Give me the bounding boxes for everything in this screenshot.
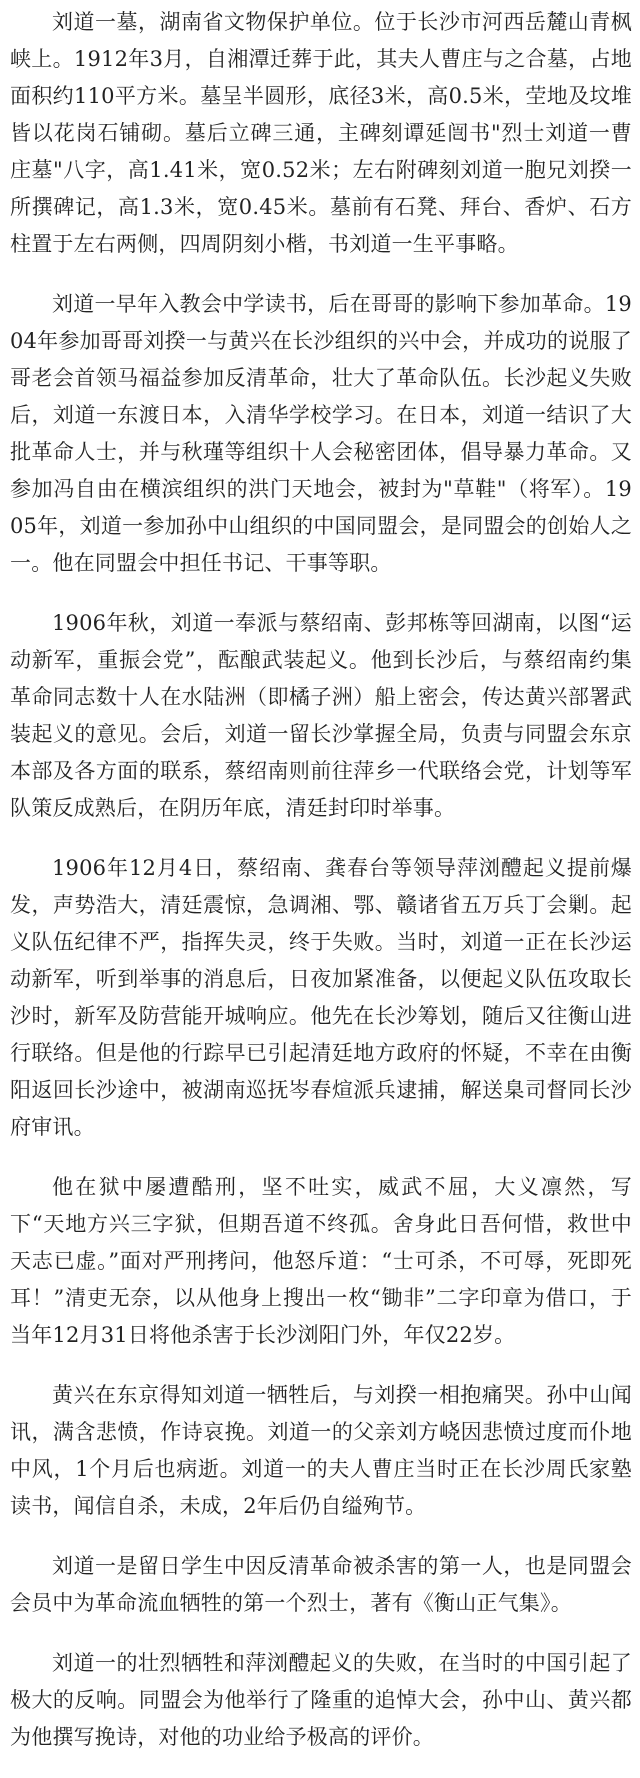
paragraph-early-revolution: 刘道一早年入教会中学读书，后在哥哥的影响下参加革命。1904年参加哥哥刘揆一与黄兴在长沙组织的兴中会，并成功的说服了哥老会首领马福益参加反清革命，壮大了革命队伍。长沙起义失败后，刘道一东渡日本，入清华学校学习。在日本，刘道一结识了大批革命人士，并与秋瑾等组织十人会秘密团体，倡导暴力革命。又参加冯自由在横滨组织的洪门天地会，被封为"草鞋"（将军）。1905年，刘道一参加孙中山组织的中国同盟会，是同盟会的创始人之一。他在同盟会中担任书记、干事等职。: [10, 292, 632, 575]
paragraph-aftermath: 黄兴在东京得知刘道一牺牲后，与刘揆一相抱痛哭。孙中山闻讯，满含悲愤，作诗哀挽。刘道一的父亲刘方峣因悲愤过度而仆地中风，1个月后也病逝。刘道一的夫人曹庄当时正在长沙周氏家塾读书，闻信自杀，未成，2年后仍自缢殉节。: [10, 1383, 632, 1518]
paragraph-first-martyr: 刘道一是留日学生中因反清革命被杀害的第一人，也是同盟会会员中为革命流血牺牲的第一个烈士，著有《衡山正气集》。: [10, 1554, 632, 1615]
paragraph-hunan-mission: 1906年秋，刘道一奉派与蔡绍南、彭邦栋等回湖南，以图“运动新军，重振会党”，酝酿武装起义。他到长沙后，与蔡绍南约集革命同志数十人在水陆洲（即橘子洲）船上密会，传达黄兴部署武装起义的意见。会后，刘道一留长沙掌握全局，负责与同盟会东京本部及各方面的联系，蔡绍南则前往萍乡一代联络会党，计划等军队策反成熟后，在阴历年底，清廷封印时举事。: [10, 611, 632, 820]
paragraph-tomb-description: 刘道一墓，湖南省文物保护单位。位于长沙市河西岳麓山青枫峡上。1912年3月，自湘潭迁葬于此，其夫人曹庄与之合墓，占地面积约110平方米。墓呈半圆形，底径3米，高0.5米，茔地及坟堆皆以花岗石铺砌。墓后立碑三通，主碑刻谭延闿书"烈士刘道一曹庄墓"八字，高1.41米，宽0.52米；左右附碑刻刘道一胞兄刘揆一所撰碑记，高1.3米，宽0.45米。墓前有石凳、拜台、香炉、石方柱置于左右两侧，四周阴刻小楷，书刘道一生平事略。: [10, 10, 632, 256]
paragraph-prison-execution: 他在狱中屡遭酷刑，坚不吐实，威武不屈，大义凛然，写下“天地方兴三字狱，但期吾道不终孤。舍身此日吾何惜，救世中天志已虚。”面对严刑拷问，他怒斥道：“士可杀，不可辱，死即死耳！”清吏无奈，以从他身上搜出一枚“锄非”二字印章为借口，于当年12月31日将他杀害于长沙浏阳门外，年仅22岁。: [10, 1175, 632, 1347]
paragraph-legacy: 刘道一的壮烈牺牲和萍浏醴起义的失败，在当时的中国引起了极大的反响。同盟会为他举行了隆重的追悼大会，孙中山、黄兴都为他撰写挽诗，对他的功业给予极高的评价。: [10, 1651, 632, 1749]
paragraph-uprising-arrest: 1906年12月4日，蔡绍南、龚春台等领导萍浏醴起义提前爆发，声势浩大，清廷震惊，急调湘、鄂、赣诸省五万兵丁会剿。起义队伍纪律不严，指挥失灵，终于失败。当时，刘道一正在长沙运动新军，听到举事的消息后，日夜加紧准备，以便起义队伍攻取长沙时，新军及防营能开城响应。他先在长沙筹划，随后又往衡山进行联络。但是他的行踪早已引起清廷地方政府的怀疑，不幸在由衡阳返回长沙途中，被湖南巡抚岑春煊派兵逮捕，解送臬司督同长沙府审讯。: [10, 856, 632, 1139]
